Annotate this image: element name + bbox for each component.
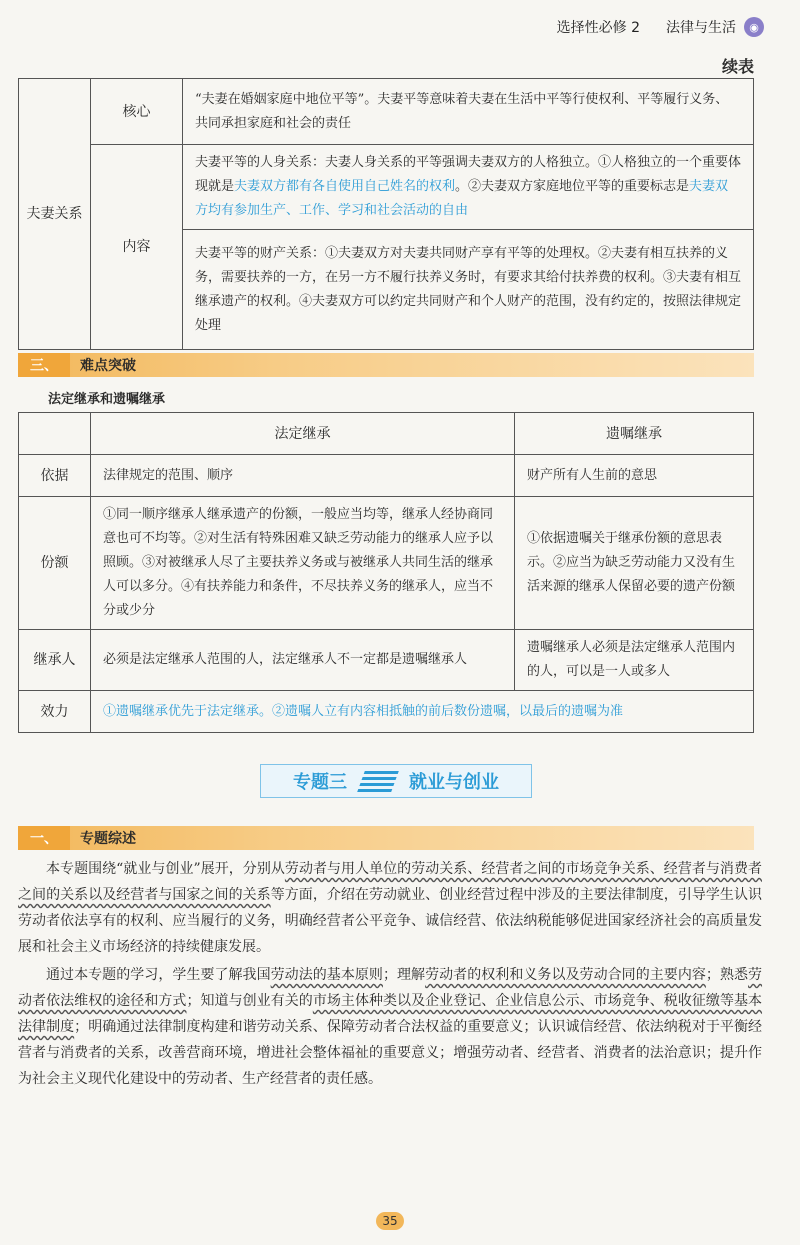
section-difficulty-bar bbox=[18, 353, 754, 377]
row-header-spouse: 夫妻关系 bbox=[19, 79, 91, 350]
stripes-icon bbox=[357, 771, 399, 792]
p1-text-a: 本专题围绕“就业与创业”展开，分别从 bbox=[46, 861, 285, 877]
core-label: 核心 bbox=[91, 79, 183, 145]
page-number: 35 bbox=[376, 1212, 404, 1230]
book-title: 法律与生活 bbox=[666, 20, 736, 36]
content-personal-mid: 。②夫妻双方家庭地位平等的重要标志是 bbox=[455, 179, 690, 194]
share-legal: ①同一顺序继承人继承遗产的份额，一般应当均等，继承人经协商同意也可不均等。②对生活有特殊困难又缺乏劳动能力的继承人应予以照顾。③对被继承人尽了主要扶养义务或与被继承人共同生活的继承人可以多分。④有扶养能力和条件，不尽扶养义务的继承人，应当不分或少分 bbox=[91, 497, 515, 630]
section-overview-bar bbox=[18, 826, 754, 850]
row-basis-label: 依据 bbox=[19, 455, 91, 497]
topic-banner bbox=[260, 764, 532, 798]
share-will: ①依据遗嘱关于继承份额的意思表示。②应当为缺乏劳动能力又没有生活来源的继承人保留必要的遗产份额 bbox=[515, 497, 754, 630]
effect-text: ①遗嘱继承优先于法定继承。②遗嘱人立有内容相抵触的前后数份遗嘱，以最后的遗嘱为准 bbox=[91, 691, 754, 733]
overview-paragraph-2 bbox=[18, 962, 762, 1092]
row-effect-label: 效力 bbox=[19, 691, 91, 733]
page-header bbox=[557, 14, 764, 40]
section-number: 一、 bbox=[18, 826, 70, 850]
continued-label: 续表 bbox=[721, 57, 754, 76]
p2-underline-4: 市场主体种类以及企业登记、企业信息公示、市场竞争、税收征缴等基本法律制度 bbox=[18, 993, 763, 1035]
spouse-relation-table bbox=[18, 78, 754, 350]
p2-text-d: ；知道与创业有关的 bbox=[186, 993, 313, 1009]
book-name: 选择性必修 2 bbox=[556, 20, 640, 36]
heir-legal: 必须是法定继承人范围的人，法定继承人不一定都是遗嘱继承人 bbox=[91, 630, 515, 691]
highlight-name-right: 夫妻双方都有各自使用自己姓名的权利 bbox=[234, 179, 456, 194]
p2-text-c: ；熟悉 bbox=[705, 967, 749, 983]
section-title: 专题综述 bbox=[80, 831, 136, 847]
p1-underline-1: 劳动者与用人单位的劳动关系、经营者之间的市场竞争关系、经营者与消费者之间的关系以及经营者与国家之间的关系 bbox=[18, 861, 762, 903]
content-property: 夫妻平等的财产关系：①夫妻双方对夫妻共同财产享有平等的处理权。②夫妻有相互扶养的义务，需要扶养的一方，在另一方不履行扶养义务时，有要求其给付扶养费的权利。③夫妻有相互继承遗产的权利。④夫妻双方可以约定共同财产和个人财产的范围，没有约定的，按照法律规定处理 bbox=[183, 230, 754, 350]
p2-text-b: ；理解 bbox=[382, 967, 426, 983]
p2-text-a: 通过本专题的学习，学生要了解我国 bbox=[46, 967, 271, 983]
topic-number: 专题三 bbox=[293, 772, 347, 793]
overview-paragraph-1 bbox=[18, 856, 762, 960]
row-share-label: 份额 bbox=[19, 497, 91, 630]
core-text: “夫妻在婚姻家庭中地位平等”。夫妻平等意味着夫妻在生活中平等行使权利、平等履行义务、共同承担家庭和社会的责任 bbox=[183, 79, 754, 145]
section-number: 三、 bbox=[18, 353, 70, 377]
row-heir-label: 继承人 bbox=[19, 630, 91, 691]
section-title: 难点突破 bbox=[80, 358, 136, 374]
corner-cell bbox=[19, 413, 91, 455]
heir-will: 遗嘱继承人必须是法定继承人范围内的人，可以是一人或多人 bbox=[515, 630, 754, 691]
inheritance-table bbox=[18, 412, 754, 733]
highlight-freedom: 夫妻双方均有参加生产、工作、学习和社会活动的自由 bbox=[195, 179, 729, 218]
basis-legal: 法律规定的范围、顺序 bbox=[91, 455, 515, 497]
topic-title: 就业与创业 bbox=[409, 772, 499, 793]
p1-text-b: 等方面，介绍在劳动就业、创业经营过程中涉及的主要法律制度，引导学生认识劳动者依法享有的权利、应当履行的义务，明确经营者公平竞争、诚信经营、依法纳税能够促进国家经济社会的高质量发展和社会主义市场经济的持续健康发展。 bbox=[18, 887, 763, 955]
book-badge-icon: ◉ bbox=[744, 17, 764, 37]
p2-text-e: ；明确通过法律制度构建和谐劳动关系、保障劳动者合法权益的重要意义；认识诚信经营、依法纳税对于平衡经营者与消费者的关系，改善营商环境，增进社会整体福祉的重要意义；增强劳动者、经营者、消费者的法治意识；提升作为社会主义现代化建设中的劳动者、生产经营者的责任感。 bbox=[18, 1019, 762, 1087]
basis-will: 财产所有人生前的意思 bbox=[515, 455, 754, 497]
content-label: 内容 bbox=[91, 145, 183, 350]
p2-underline-2: 劳动者的权利和义务以及劳动合同的主要内容 bbox=[425, 967, 706, 983]
content-personal-text: 夫妻平等的人身关系：夫妻人身关系的平等强调夫妻双方的人格独立。①人格独立的一个重要体现就是 bbox=[195, 155, 742, 194]
inheritance-subtitle: 法定继承和遗嘱继承 bbox=[48, 392, 166, 407]
content-personal bbox=[183, 145, 754, 230]
p2-underline-1: 劳动法的基本原则 bbox=[270, 967, 383, 983]
p2-underline-3: 劳动者依法维权的途径和方式 bbox=[18, 967, 763, 1009]
col-will-header: 遗嘱继承 bbox=[515, 413, 754, 455]
col-legal-header: 法定继承 bbox=[91, 413, 515, 455]
